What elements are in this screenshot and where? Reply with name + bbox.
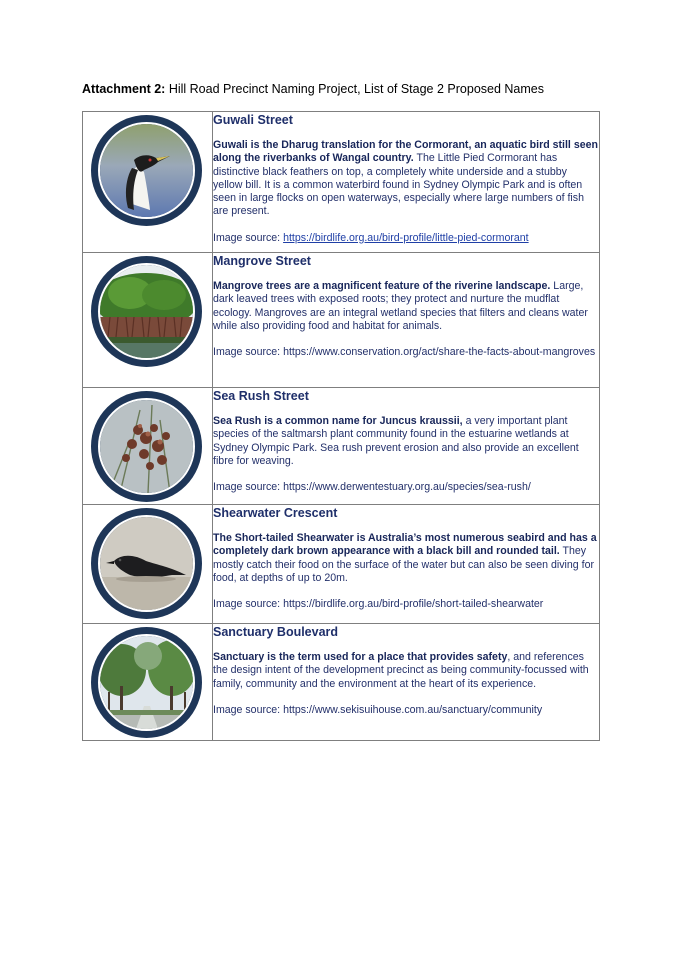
shearwater-photo	[100, 517, 193, 610]
sea-rush-photo	[100, 400, 193, 493]
image-frame	[91, 627, 202, 738]
image-cell	[83, 624, 213, 741]
table-row	[83, 505, 600, 624]
description-rest: , and references the design intent of the development precinct as being community-focussed with family, community and the environment at the heart of its experience.	[213, 651, 589, 690]
description-lead: Sea Rush is a common name for Juncus kraussii,	[213, 415, 463, 427]
street-name: Sanctuary Boulevard	[213, 625, 339, 639]
image-cell	[83, 253, 213, 388]
description	[213, 139, 599, 219]
text-cell	[213, 388, 600, 505]
source-label: Image source:	[213, 598, 284, 611]
image-source	[213, 704, 599, 717]
description-rest: a very important plant species of the saltmarsh plant community found in the estuarine wetlands at Sydney Olympic Park. Sea rush prevent erosion and also provide an excellent fibre for weaving.	[213, 415, 579, 467]
image-frame	[91, 508, 202, 619]
image-frame	[91, 391, 202, 502]
image-cell	[83, 112, 213, 253]
image-source	[213, 598, 599, 611]
image-source	[213, 481, 599, 494]
image-source	[213, 232, 599, 245]
mangrove-photo	[100, 265, 193, 358]
description	[213, 532, 599, 585]
description-rest: Large, dark leaved trees with exposed roots; they protect and nurture the mudflat ecology. Mangroves are an integral wetland species that filters and cleans water while also providing food and habitat for animals.	[213, 280, 588, 332]
table-row	[83, 388, 600, 505]
street-name: Guwali Street	[213, 113, 293, 127]
heading-text: Hill Road Precinct Naming Project, List of Stage 2 Proposed Names	[165, 82, 544, 96]
image-cell	[83, 388, 213, 505]
heading-label: Attachment 2:	[82, 82, 166, 96]
description	[213, 415, 599, 468]
description-rest: The Little Pied Cormorant has distinctive black feathers on top, a completely white underside and a stubby yellow bill. It is a common waterbird found in Sydney Olympic Park and is often seen in large flocks on open waterways, especially where large numbers of fish are present.	[213, 152, 584, 218]
page-heading	[82, 82, 544, 96]
image-frame	[91, 115, 202, 226]
table-row	[83, 624, 600, 741]
source-label: Image source:	[213, 231, 284, 244]
text-cell	[213, 505, 600, 624]
cormorant-photo	[100, 124, 193, 217]
description	[213, 651, 599, 691]
image-source	[213, 346, 599, 359]
description-lead: Sanctuary is the term used for a place that provides safety	[213, 651, 508, 663]
description-rest: They mostly catch their food on the surface of the water but can also be seen diving for food, at depths of up to 20m.	[213, 545, 595, 584]
table-row	[83, 112, 600, 253]
image-frame	[91, 256, 202, 367]
source-label: Image source:	[213, 481, 284, 494]
description-lead: Mangrove trees are a magnificent feature of the riverine landscape.	[213, 280, 551, 292]
image-cell	[83, 505, 213, 624]
proposed-names-table	[82, 111, 600, 741]
text-cell	[213, 112, 600, 253]
text-cell	[213, 253, 600, 388]
text-cell	[213, 624, 600, 741]
source-url: https://www.derwentestuary.org.au/species/sea-rush/	[283, 481, 531, 494]
description	[213, 280, 599, 333]
source-label: Image source:	[213, 703, 284, 716]
street-name: Mangrove Street	[213, 254, 311, 268]
street-name: Shearwater Crescent	[213, 506, 338, 520]
description-lead: The Short-tailed Shearwater is Australia’s most numerous seabird and has a completely dark brown appearance with a black bill and rounded tail.	[213, 532, 597, 558]
source-url: https://www.conservation.org/act/share-the-facts-about-mangroves	[283, 346, 596, 359]
street-name: Sea Rush Street	[213, 389, 309, 403]
description-lead: Guwali is the Dharug translation for the Cormorant, an aquatic bird still seen along the riverbanks of Wangal country.	[213, 139, 598, 165]
sanctuary-photo	[100, 636, 193, 729]
table-row	[83, 253, 600, 388]
source-label: Image source:	[213, 346, 284, 359]
source-url: https://birdlife.org.au/bird-profile/short-tailed-shearwater	[283, 598, 544, 611]
source-url: https://www.sekisuihouse.com.au/sanctuary/community	[283, 703, 543, 716]
source-link[interactable]: https://birdlife.org.au/bird-profile/little-pied-cormorant	[283, 231, 529, 244]
